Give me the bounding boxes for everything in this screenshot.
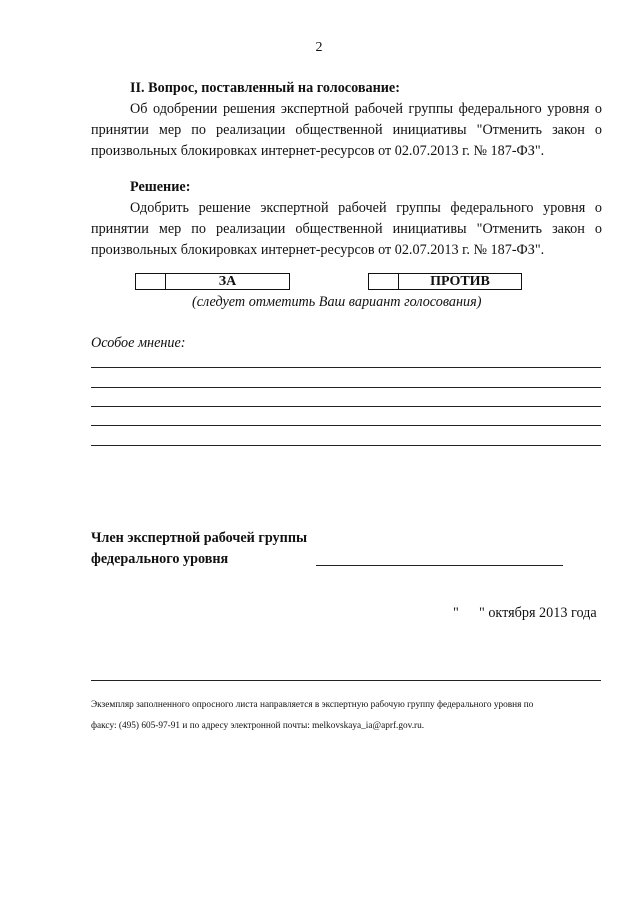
vote-for-checkbox[interactable] [136, 274, 166, 289]
opinion-line-1[interactable] [91, 367, 601, 368]
vote-against-box[interactable] [368, 273, 522, 290]
decision-heading: Решение: [130, 179, 191, 195]
footer-divider [91, 680, 601, 681]
opinion-line-5[interactable] [91, 445, 601, 446]
vote-against-label: ПРОТИВ [430, 274, 490, 289]
vote-for-box[interactable] [135, 273, 290, 290]
signature-title-line-2: федерального уровня [91, 551, 229, 567]
footer-line-1: Экземпляр заполненного опросного листа направляется в экспертную рабочую группу федерального уровня по [91, 700, 534, 710]
signature-title-line-1: Член экспертной рабочей группы [91, 530, 308, 546]
opinion-line-4[interactable] [91, 425, 601, 426]
signature-line[interactable] [316, 565, 563, 566]
vote-hint: (следует отметить Ваш вариант голосования) [192, 294, 482, 310]
decision-text: Одобрить решение экспертной рабочей группы федерального уровня о принятии мер по реализации общественной инициативы "Отменить закон о произвольных блокировках интернет-ресурсов от 02.07.2013 г. № 187-ФЗ". [91, 200, 602, 258]
question-heading: II. Вопрос, поставленный на голосование: [130, 80, 400, 96]
vote-for-label: ЗА [218, 274, 237, 289]
date-open-quote: " [453, 605, 459, 621]
vote-against-checkbox[interactable] [369, 274, 399, 289]
question-text: Об одобрении решения экспертной рабочей группы федерального уровня о принятии мер по реализации общественной инициативы "Отменить закон о произвольных блокировках интернет-ресурсов от 02.07.2013 г. № 187-ФЗ". [91, 101, 602, 159]
opinion-label: Особое мнение: [91, 335, 186, 351]
opinion-line-2[interactable] [91, 387, 601, 388]
page-number: 2 [315, 40, 323, 55]
date-text: " октября 2013 года [479, 605, 597, 621]
footer-line-2: факсу: (495) 605-97-91 и по адресу электронной почты: melkovskaya_ia@aprf.gov.ru. [91, 721, 425, 731]
opinion-line-3[interactable] [91, 406, 601, 407]
